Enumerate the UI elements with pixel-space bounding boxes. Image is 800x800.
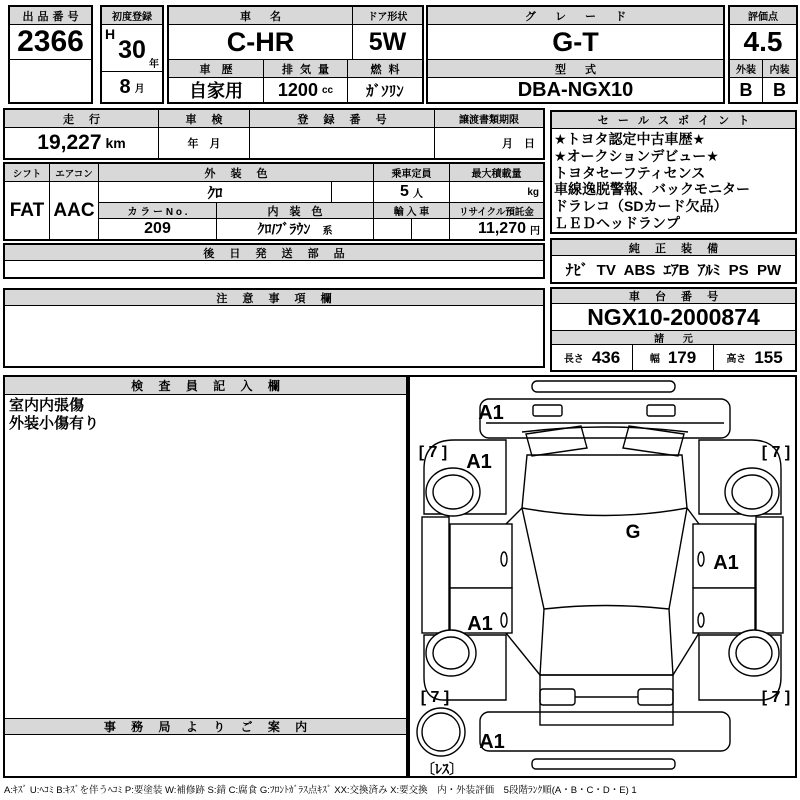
door-value: 5W — [353, 25, 422, 60]
reg-no-value — [250, 128, 435, 158]
tailgate — [540, 675, 673, 725]
recycle-unit: 円 — [530, 225, 540, 237]
left-door-handle — [501, 552, 507, 566]
grade-value: G-T — [428, 25, 723, 60]
ext-grade-label: 外装 — [730, 60, 763, 78]
equipment-box — [550, 238, 797, 284]
sales-line: トヨタセーフティセンス — [554, 164, 706, 181]
displacement-label: 排 気 量 — [264, 60, 348, 78]
sales-line: 車線逸脱警報、バックモニター — [554, 181, 750, 198]
int-color-suffix: 系 — [322, 225, 333, 237]
damage-mark-front-left-fender: A1 — [466, 451, 492, 473]
reg-no-label: 登 録 番 号 — [250, 110, 435, 128]
spec-length-label: 長さ — [563, 354, 584, 365]
auction-no-label: 出品番号 — [10, 7, 91, 25]
transfer-value: 月 日 — [502, 138, 535, 150]
auction-no-value: 2366 — [10, 25, 91, 60]
recycle-value: 11,270 — [477, 220, 526, 237]
equipment-items: ﾅﾋﾞ TV ABS ｴｱB ｱﾙﾐ PS PW — [565, 261, 782, 279]
sales-points-box — [550, 110, 797, 234]
max-load-label: 最大積載量 — [450, 164, 543, 182]
history-label: 車 歴 — [169, 60, 264, 78]
shaken-value: 年 月 — [159, 128, 250, 158]
door-label: ドア形状 — [353, 7, 422, 25]
score-box — [728, 5, 798, 104]
chassis-label: 車 台 番 号 — [552, 289, 795, 304]
ext-grade-value: B — [730, 78, 763, 102]
model-label: 型 式 — [428, 60, 723, 78]
inspector-label: 検 査 員 記 入 欄 — [5, 377, 406, 395]
shaken-label: 車 検 — [159, 110, 250, 128]
later-parts-value — [5, 261, 543, 277]
notes-value — [5, 306, 543, 366]
int-grade-value: B — [773, 79, 786, 100]
rear-bumper — [480, 712, 730, 751]
damage-mark-front-bumper: A1 — [478, 402, 504, 424]
damage-mark-rear-right-wheel: [ 7 ] — [761, 689, 791, 706]
shift-label: シフト — [5, 164, 50, 182]
color-shift-box — [3, 162, 545, 241]
notes-label: 注 意 事 項 欄 — [5, 290, 543, 306]
first-reg-month: 8 — [119, 75, 131, 98]
fuel-label: 燃 料 — [348, 60, 422, 78]
sales-line: ドラレコ（SDカード欠品） — [554, 198, 728, 215]
specs-label: 諸 元 — [552, 331, 795, 345]
spec-height-value: 155 — [754, 347, 783, 367]
rear-window — [540, 606, 673, 676]
grade-label: グ レ ー ド — [428, 7, 723, 25]
spec-length-value: 436 — [591, 347, 621, 367]
mileage-value: 19,227 — [37, 131, 102, 154]
first-reg-box — [100, 5, 164, 104]
int-color-label: 内 装 色 — [217, 203, 374, 219]
first-reg-era: H — [105, 26, 116, 42]
grade-box — [426, 5, 725, 104]
mileage-label: 走 行 — [5, 110, 159, 128]
car-name-box — [167, 5, 424, 104]
legend-text: A:ｷｽﾞ U:ﾍｺﾐ B:ｷｽﾞを伴うﾍｺﾐ P:要塗装 W:補修跡 S:錆 C:腐食 G:ﾌﾛﾝﾄｶﾞﾗｽ点ｷｽﾞ XX:交換済み X:要交換 内・外装評価 5段階ﾗﾝｸ順(A・B・C・D・E) 1 — [4, 785, 637, 796]
left-sill — [422, 517, 449, 633]
damage-mark-windshield: G — [625, 522, 641, 543]
auction-no-box — [8, 5, 93, 104]
aircon-value: AAC — [50, 182, 99, 239]
inspector-line: 室内内張傷 — [9, 397, 85, 414]
front-top-strip — [532, 381, 675, 392]
model-value: DBA-NGX10 — [517, 78, 634, 101]
displacement-value: 1200 — [277, 79, 318, 100]
fuel-value: ｶﾞｿﾘﾝ — [366, 82, 404, 100]
car-diagram-svg — [410, 377, 795, 776]
later-parts-box — [3, 243, 545, 279]
recycle-label: リサイクル預託金 — [450, 203, 543, 219]
int-color-value: ｸﾛ/ﾌﾞﾗｳﾝ — [257, 221, 311, 237]
spec-width-value: 179 — [667, 347, 697, 367]
first-reg-label: 初度登録 — [102, 7, 162, 25]
sales-line: ＬＥＤヘッドランプ — [554, 214, 680, 231]
score-value: 4.5 — [730, 25, 796, 60]
inspector-line: 外装小傷有り — [9, 415, 100, 432]
aircon-label: エアコン — [50, 164, 99, 182]
inspector-box — [3, 375, 408, 778]
capacity-label: 乗車定員 — [374, 164, 450, 182]
ext-color-extra-cell — [332, 182, 374, 203]
right-sill — [756, 517, 783, 633]
damage-mark-rear-bumper: A1 — [479, 731, 505, 753]
shift-value: FAT — [5, 182, 50, 239]
first-reg-year-unit: 年 — [149, 59, 159, 70]
right-door-handle — [698, 552, 704, 566]
rear-bottom-strip — [532, 759, 675, 769]
chassis-box — [550, 287, 797, 372]
first-reg-month-unit: 月 — [134, 83, 145, 95]
car-name-value: C-HR — [169, 25, 353, 60]
ext-color-label: 外 装 色 — [99, 164, 374, 182]
import-cell-b — [412, 219, 450, 239]
car-name-label: 車 名 — [169, 7, 353, 25]
damage-mark-spare-tire: 〔ﾚｽ〕 — [421, 761, 463, 776]
transfer-label: 譲渡書類期限 — [435, 110, 543, 128]
taillight-right — [638, 689, 673, 705]
capacity-value: 5 — [400, 183, 409, 200]
damage-mark-front-right-wheel: [ 7 ] — [761, 444, 791, 461]
displacement-unit: cc — [321, 84, 334, 96]
equipment-label: 純 正 装 備 — [552, 240, 795, 256]
capacity-unit: 人 — [412, 188, 423, 200]
diagram-box — [408, 375, 797, 778]
mileage-unit: km — [105, 135, 126, 151]
history-value: 自家用 — [169, 78, 264, 102]
spec-height-label: 高さ — [726, 354, 747, 365]
int-grade-label: 内装 — [763, 60, 796, 78]
ext-color-value: ｸﾛ — [99, 182, 332, 203]
damage-mark-front-right-door: A1 — [713, 552, 739, 574]
color-no-label: カ ラ ー N o . — [99, 203, 217, 219]
sales-line: ★オークションデビュー★ — [554, 147, 719, 164]
damage-mark-front-left-wheel: [ 7 ] — [418, 444, 448, 461]
score-label: 評価点 — [730, 7, 796, 25]
sales-points-label: セ ー ル ス ポ イ ン ト — [552, 112, 795, 129]
color-no-value: 209 — [99, 219, 217, 239]
notes-box — [3, 288, 545, 368]
max-load-unit: kg — [527, 186, 539, 198]
office-value — [5, 735, 406, 776]
office-label: 事 務 局 よ り ご 案 内 — [5, 718, 406, 735]
first-reg-year: 30 — [118, 35, 146, 64]
chassis-value: NGX10-2000874 — [552, 304, 795, 331]
sales-line: ★トヨタ認定中古車歴★ — [554, 131, 706, 147]
later-parts-label: 後 日 発 送 部 品 — [5, 245, 543, 261]
damage-mark-rear-left-wheel: [ 7 ] — [420, 689, 450, 706]
import-cell-a — [374, 219, 412, 239]
mileage-row-box — [3, 108, 545, 160]
spec-width-label: 幅 — [649, 354, 660, 365]
front-bumper — [480, 399, 730, 438]
windshield — [522, 455, 687, 516]
import-label: 輸 入 車 — [374, 203, 450, 219]
taillight-left — [540, 689, 575, 705]
damage-mark-rear-left-door: A1 — [467, 613, 493, 635]
